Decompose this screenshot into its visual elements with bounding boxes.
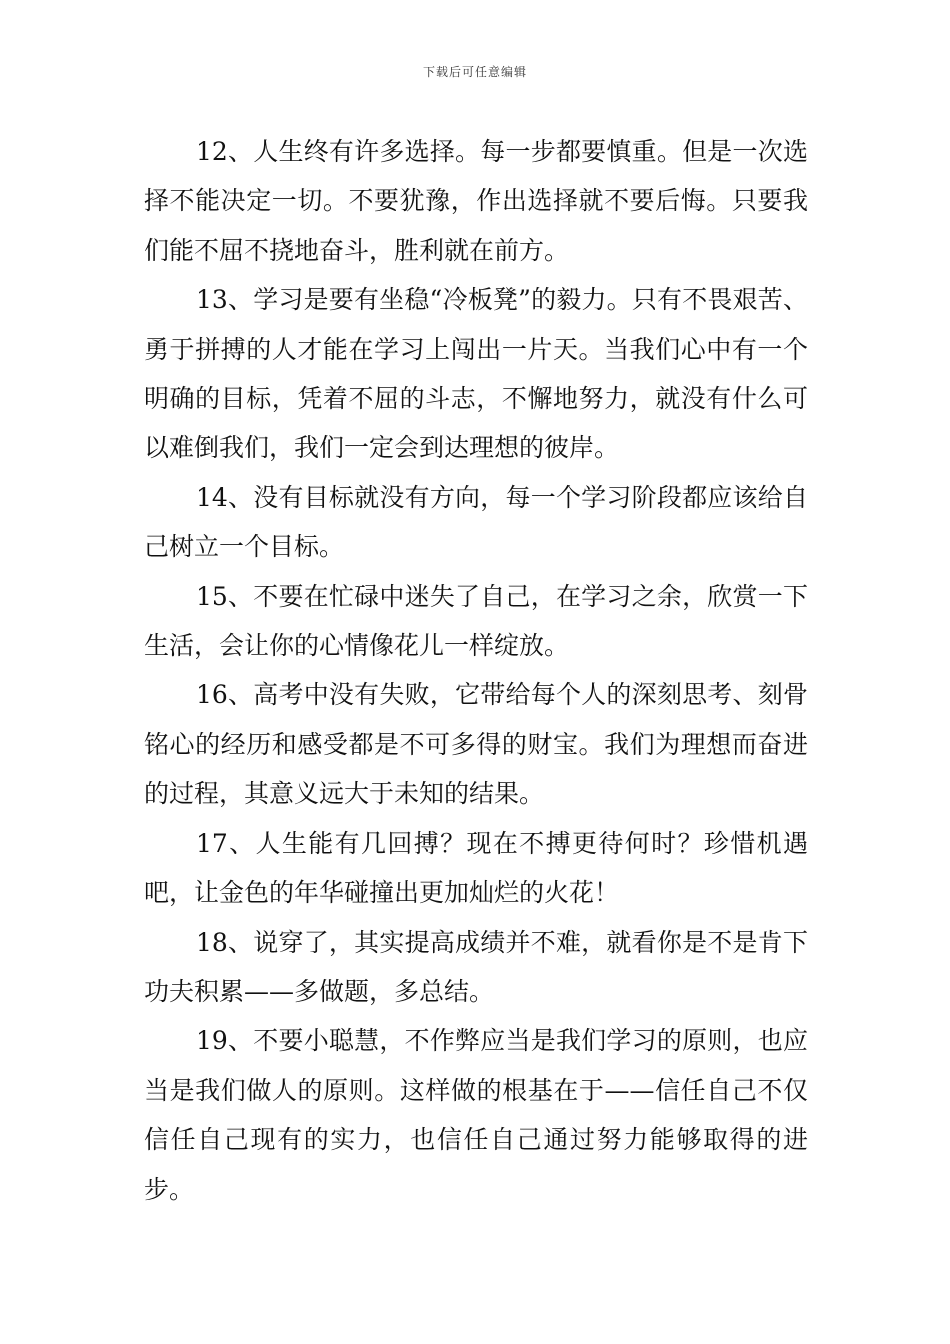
page-header: 下载后可任意编辑 [422, 65, 527, 79]
paragraph-12: 12、人生终有许多选择。每一步都要慎重。但是一次选择不能决定一切。不要犹豫，作出选择就不要后悔。只要我们能不屈不挠地奋斗，胜利就在前方。 [144, 137, 808, 265]
paragraph-17: 17、人生能有几回搏？现在不搏更待何时？珍惜机遇吧，让金色的年华碰撞出更加灿烂的火花！ [144, 828, 808, 908]
paragraph-19: 19、不要小聪慧，不作弊应当是我们学习的原则，也应当是我们做人的原则。这样做的根基在于——信任自己不仅信任自己现有的实力，也信任自己通过努力能够取得的进步。 [144, 1026, 808, 1204]
document-body [144, 127, 808, 1214]
paragraph-14: 14、没有目标就没有方向，每一个学习阶段都应该给自己树立一个目标。 [144, 482, 808, 562]
paragraph-15: 15、不要在忙碌中迷失了自己，在学习之余，欣赏一下生活，会让你的心情像花儿一样绽放。 [144, 581, 808, 661]
paragraph-18: 18、说穿了，其实提高成绩并不难，就看你是不是肯下功夫积累——多做题，多总结。 [144, 927, 808, 1006]
paragraph-16: 16、高考中没有失败，它带给每个人的深刻思考、刻骨铭心的经历和感受都是不可多得的财宝。我们为理想而奋进的过程，其意义远大于未知的结果。 [144, 680, 808, 809]
paragraph-13: 13、学习是要有坐稳“冷板凳”的毅力。只有不畏艰苦、勇于拼搏的人才能在学习上闯出一片天。当我们心中有一个明确的目标，凭着不屈的斗志，不懈地努力，就没有什么可以难倒我们，我们一定会到达理想的彼岸。 [144, 285, 808, 463]
